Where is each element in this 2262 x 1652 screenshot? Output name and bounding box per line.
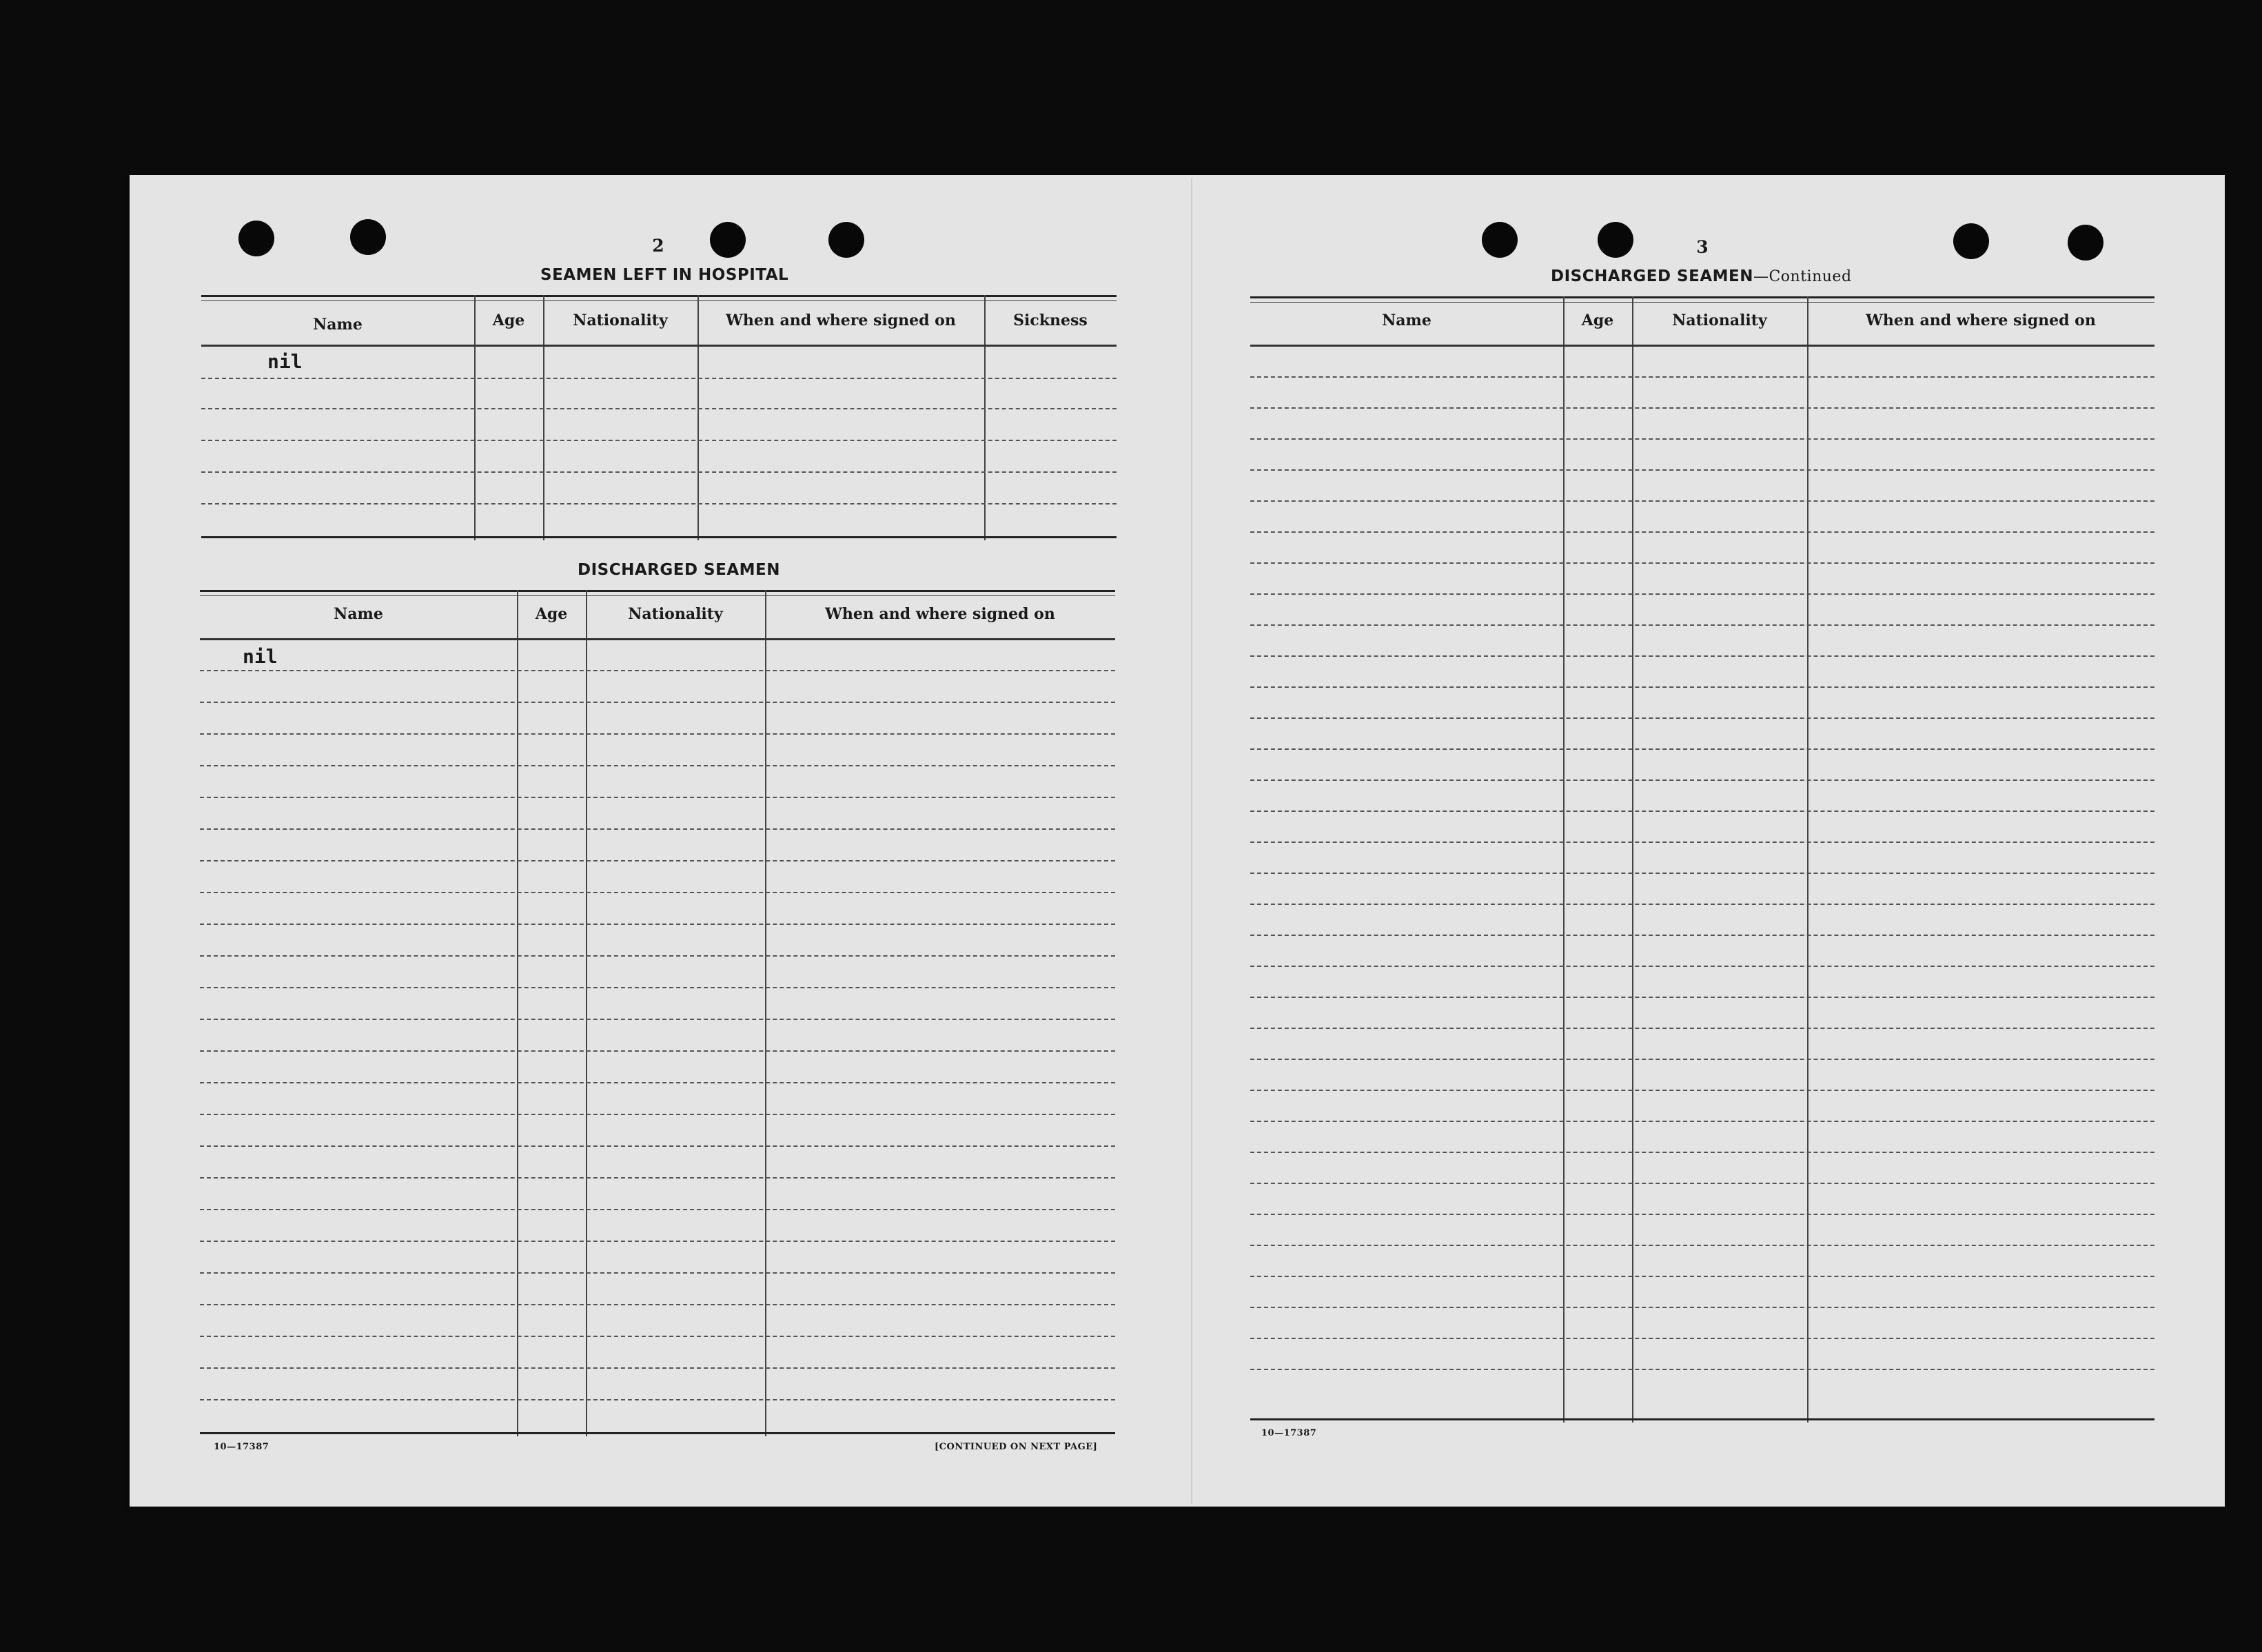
hospital-table [201, 295, 1117, 540]
table-top-rule-thin [200, 595, 1115, 596]
row-line [201, 440, 1117, 441]
row-line [1250, 655, 2154, 657]
row-line [200, 1145, 1115, 1147]
column-header-sickness: Sickness [1013, 312, 1088, 329]
row-line [1250, 810, 2154, 812]
row-line [200, 1272, 1115, 1274]
hospital-section-title: SEAMEN LEFT IN HOSPITAL [540, 266, 789, 284]
column-header-nationality: Nationality [573, 312, 668, 329]
column-header-nationality: Nationality [1672, 312, 1767, 329]
punch-hole-6 [1598, 222, 1633, 258]
row-line [1250, 1245, 2154, 1246]
row-line [200, 1050, 1115, 1052]
row-line [200, 1209, 1115, 1210]
column-header-signed-on: When and where signed on [1866, 312, 2096, 329]
column-divider [765, 590, 766, 1436]
row-line [200, 702, 1115, 703]
row-line [200, 1082, 1115, 1083]
hospital-entry: nil [267, 350, 303, 373]
column-header-age: Age [535, 605, 568, 623]
column-divider [1807, 296, 1808, 1422]
row-line [200, 1399, 1115, 1400]
row-line [1250, 1338, 2154, 1339]
row-line [1250, 1121, 2154, 1122]
row-line [1250, 873, 2154, 874]
row-line [1250, 593, 2154, 595]
discharged-section-title: DISCHARGED SEAMEN [578, 561, 780, 579]
column-header-name: Name [334, 605, 383, 623]
discharged-continued-table [1250, 296, 2154, 1422]
column-divider [517, 590, 518, 1436]
table-bottom-rule [200, 1432, 1115, 1434]
row-line [1250, 1276, 2154, 1277]
column-divider [1632, 296, 1633, 1422]
punch-hole-5 [1482, 222, 1518, 258]
punch-hole-8 [2068, 225, 2103, 261]
row-line [1250, 748, 2154, 750]
row-line [200, 987, 1115, 988]
row-line [200, 670, 1115, 671]
row-line [200, 955, 1115, 957]
punch-hole-3 [710, 222, 746, 258]
column-divider [586, 590, 587, 1436]
row-line [1250, 779, 2154, 781]
row-line [1250, 438, 2154, 440]
form-number-right: 10—17387 [1261, 1428, 1317, 1438]
discharged-table [200, 590, 1115, 1436]
row-line [201, 471, 1117, 473]
table-bottom-rule [201, 536, 1117, 538]
row-line [200, 1019, 1115, 1020]
table-top-rule [1250, 296, 2154, 298]
discharged-entry: nil [243, 645, 278, 668]
row-line [1250, 966, 2154, 967]
row-line [1250, 904, 2154, 905]
row-line [200, 828, 1115, 830]
title-text: DISCHARGED SEAMEN [1551, 267, 1753, 285]
row-line [200, 1241, 1115, 1242]
table-top-rule-thin [1250, 302, 2154, 303]
row-line [1250, 1369, 2154, 1370]
row-line [200, 733, 1115, 735]
row-line [1250, 1059, 2154, 1060]
discharged-continued-title [1551, 267, 1852, 285]
page-number-right: 3 [1696, 237, 1709, 257]
row-line [1250, 407, 2154, 409]
page-fold [1191, 178, 1192, 1504]
row-line [1250, 562, 2154, 564]
row-line [201, 378, 1117, 379]
row-line [1250, 1028, 2154, 1029]
row-line [1250, 624, 2154, 626]
punch-hole-7 [1953, 223, 1989, 259]
column-header-name: Name [1382, 312, 1431, 329]
header-underline [200, 638, 1115, 640]
row-line [200, 860, 1115, 861]
column-header-age: Age [492, 312, 525, 329]
page-number-left: 2 [652, 236, 664, 256]
row-line [1250, 376, 2154, 378]
punch-hole-2 [350, 219, 386, 255]
column-header-signed-on: When and where signed on [726, 312, 956, 329]
table-bottom-rule [1250, 1418, 2154, 1420]
punch-hole-1 [238, 221, 274, 256]
header-underline [1250, 345, 2154, 347]
row-line [1250, 935, 2154, 936]
row-line [200, 1304, 1115, 1305]
row-line [200, 765, 1115, 766]
header-underline [201, 345, 1117, 347]
row-line [1250, 686, 2154, 688]
row-line [200, 1177, 1115, 1179]
row-line [1250, 1183, 2154, 1184]
column-header-age: Age [1581, 312, 1614, 329]
row-line [1250, 842, 2154, 843]
table-top-rule-thin [201, 300, 1117, 301]
table-top-rule [200, 590, 1115, 592]
row-line [1250, 997, 2154, 998]
punch-hole-4 [828, 222, 864, 258]
row-line [201, 408, 1117, 409]
row-line [1250, 1214, 2154, 1215]
row-line [200, 924, 1115, 925]
column-header-name: Name [313, 316, 363, 334]
row-line [200, 797, 1115, 798]
column-header-nationality: Nationality [628, 605, 723, 623]
row-line [1250, 469, 2154, 471]
row-line [1250, 1307, 2154, 1308]
row-line [1250, 717, 2154, 719]
row-line [200, 1336, 1115, 1337]
row-line [1250, 1152, 2154, 1153]
row-line [200, 892, 1115, 893]
row-line [1250, 531, 2154, 533]
column-header-signed-on: When and where signed on [825, 605, 1055, 623]
row-line [200, 1114, 1115, 1115]
title-suffix: —Continued [1753, 268, 1852, 285]
table-top-rule [201, 295, 1117, 297]
row-line [200, 1367, 1115, 1369]
row-line [201, 503, 1117, 504]
row-line [1250, 1090, 2154, 1091]
continued-note: [CONTINUED ON NEXT PAGE] [935, 1442, 1098, 1452]
column-divider [1563, 296, 1565, 1422]
row-line [1250, 500, 2154, 502]
form-number-left: 10—17387 [214, 1442, 269, 1452]
